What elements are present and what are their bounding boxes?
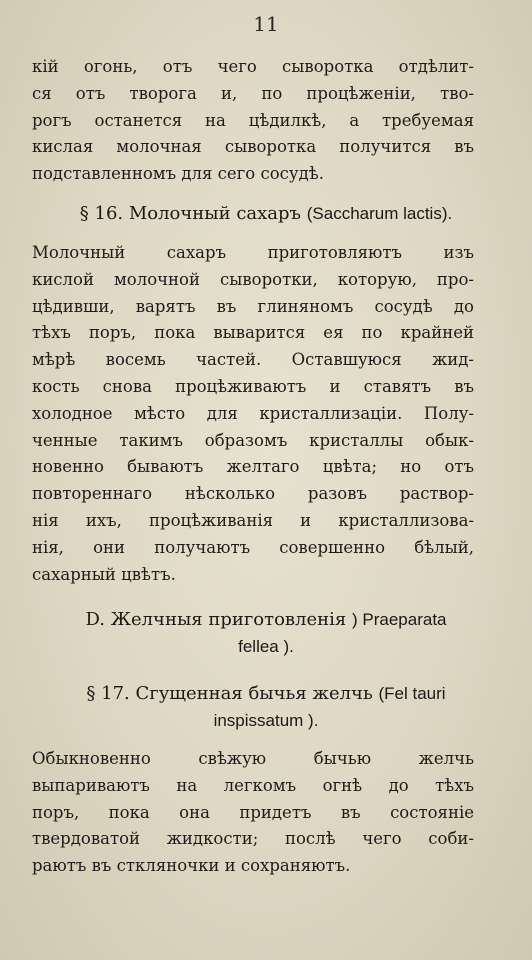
section-16-line: тѣхъ поръ, пока выварится ея по крайней	[32, 323, 474, 343]
closing-line: Обыкновенно свѣжую бычью желчь	[32, 749, 474, 768]
section-16-line: ченные такимъ образомъ кристаллы обык-	[32, 430, 474, 450]
section-16-line: нія ихъ, процѣживанія и кристаллизова-	[32, 510, 474, 530]
intro-line: ся отъ творога и, по процѣженіи, тво-	[32, 83, 474, 103]
section-16-title: § 16. Молочный сахаръ	[79, 203, 301, 224]
section-16-latin: (Saccharum lactis).	[306, 204, 453, 223]
intro-paragraph	[32, 54, 474, 188]
intro-line: кій огонь, отъ чего сыворотка отдѣлит-	[32, 57, 474, 76]
section-16-line: сахарный цвѣтъ.	[32, 564, 176, 584]
closing-line: раютъ въ сткляночки и сохраняютъ.	[32, 856, 351, 876]
intro-line: кислая молочная сыворотка получится въ	[32, 137, 474, 157]
intro-line: рогъ останется на цѣдилкѣ, а требуемая	[32, 110, 474, 130]
closing-paragraph	[32, 746, 474, 880]
section-d-heading	[0, 606, 532, 660]
section-17-latin-2: inspissatum ).	[213, 711, 319, 730]
page-number: 11	[253, 12, 279, 36]
section-16-paragraph	[32, 240, 474, 588]
section-d-heading-line	[0, 606, 532, 633]
section-d-latin-1: ) Praeparata	[352, 610, 447, 629]
closing-line: поръ, пока она придетъ въ состояніе	[32, 802, 474, 822]
section-17-heading-line	[0, 680, 532, 707]
section-16-line: холодное мѣсто для кристаллизаціи. Полу-	[32, 403, 474, 423]
section-16-heading	[0, 200, 532, 227]
section-16-line: цѣдивши, варятъ въ глиняномъ сосудѣ до	[32, 296, 474, 316]
section-17-latin-1: (Fel tauri	[378, 684, 446, 703]
section-d-latin-2: fellea ).	[238, 637, 294, 656]
intro-line: подставленномъ для сего сосудѣ.	[32, 164, 324, 184]
section-d-title: D. Желчныя приготовленія	[85, 609, 347, 630]
section-16-line: Молочный сахаръ приготовляютъ изъ	[32, 243, 474, 262]
section-16-line: кость снова процѣживаютъ и ставятъ въ	[32, 376, 474, 396]
section-16-line: новенно бываютъ желтаго цвѣта; но отъ	[32, 457, 474, 477]
section-16-line: повтореннаго нѣсколько разовъ раствор-	[32, 484, 474, 504]
section-17-title: § 17. Сгущенная бычья желчь	[86, 683, 373, 704]
section-16-line: мѣрѣ восемь частей. Оставшуюся жид-	[32, 350, 474, 370]
section-17-heading	[0, 680, 532, 734]
closing-line: выпариваютъ на легкомъ огнѣ до тѣхъ	[32, 775, 474, 795]
section-16-line: нія, они получаютъ совершенно бѣлый,	[32, 537, 474, 557]
closing-line: твердоватой жидкости; послѣ чего соби-	[32, 829, 474, 849]
section-16-line: кислой молочной сыворотки, которую, про-	[32, 269, 474, 289]
